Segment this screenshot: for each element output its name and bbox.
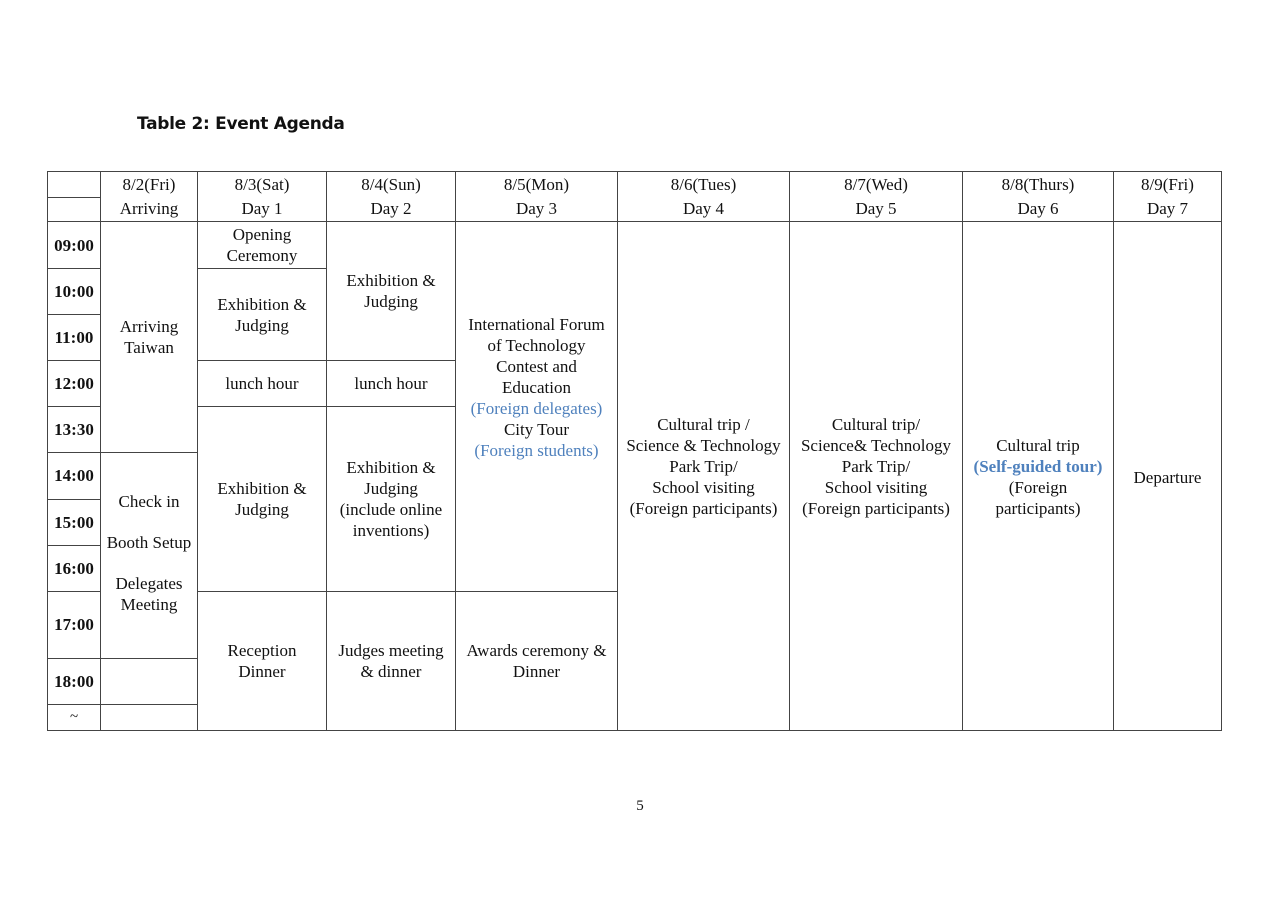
cell-text: Cultural trip xyxy=(996,436,1080,456)
agenda-cell xyxy=(101,453,198,658)
cell-text: Judging xyxy=(235,315,289,335)
time-label: 13:30 xyxy=(48,407,101,453)
self-guided-tour-note: (Self-guided tour) xyxy=(973,457,1103,477)
agenda-cell xyxy=(198,361,327,407)
agenda-cell xyxy=(198,591,327,730)
agenda-cell xyxy=(101,658,198,704)
header-cell xyxy=(963,172,1114,222)
cell-text: Meeting xyxy=(120,595,178,615)
foreign-delegates-note: (Foreign delegates) xyxy=(470,399,603,419)
header-day: Day 1 xyxy=(241,198,283,218)
time-label: 16:00 xyxy=(48,545,101,591)
cell-text: Science& Technology xyxy=(800,436,952,456)
header-cell xyxy=(790,172,963,222)
agenda-cell xyxy=(790,222,963,731)
agenda-cell xyxy=(618,222,790,731)
cell-text: Dinner xyxy=(512,661,561,681)
agenda-cell xyxy=(456,591,618,730)
cell-text: lunch hour xyxy=(225,374,299,394)
agenda-cell xyxy=(101,704,198,730)
header-day: Day 7 xyxy=(1146,198,1189,218)
cell-text: Exhibition & xyxy=(346,271,436,291)
header-day: Arriving xyxy=(119,198,179,218)
header-day: Day 6 xyxy=(1017,198,1059,218)
cell-text: Arriving xyxy=(119,317,179,337)
header-cell xyxy=(1114,172,1222,222)
page-number: 5 xyxy=(636,798,644,814)
header-cell xyxy=(327,172,456,222)
agenda-cell xyxy=(327,361,456,407)
header-row xyxy=(48,172,1222,198)
agenda-cell xyxy=(198,222,327,269)
time-label: 14:00 xyxy=(48,453,101,499)
agenda-cell xyxy=(327,222,456,361)
cell-text: participants) xyxy=(995,499,1081,519)
cell-text: Ceremony xyxy=(226,246,298,266)
table-caption: Table 2: Event Agenda xyxy=(137,114,345,134)
cell-text: Cultural trip / xyxy=(657,415,750,435)
cell-text: lunch hour xyxy=(354,374,428,394)
event-agenda-table xyxy=(47,171,1222,731)
cell-text: Education xyxy=(502,378,571,398)
cell-text: Exhibition & xyxy=(217,294,307,314)
cell-text: School visiting xyxy=(652,478,755,498)
cell-text: Booth Setup xyxy=(106,533,192,553)
header-date: 8/4(Sun) xyxy=(361,174,421,194)
time-label: 17:00 xyxy=(48,591,101,658)
cell-text: Delegates xyxy=(115,574,183,594)
cell-text: Reception xyxy=(227,640,297,660)
cell-text: inventions) xyxy=(352,521,430,541)
header-date: 8/7(Wed) xyxy=(844,174,908,194)
header-date: 8/5(Mon) xyxy=(503,174,570,194)
cell-text: Contest and xyxy=(496,357,577,377)
header-cell xyxy=(101,172,198,222)
cell-text: International Forum xyxy=(468,315,605,335)
agenda-cell xyxy=(198,269,327,361)
header-date: 8/9(Fri) xyxy=(1141,174,1194,194)
agenda-cell xyxy=(1114,222,1222,731)
cell-text: School visiting xyxy=(824,478,928,498)
time-label: 09:00 xyxy=(48,222,101,269)
header-day: Day 2 xyxy=(370,198,412,218)
agenda-cell xyxy=(198,407,327,591)
header-cell xyxy=(198,172,327,222)
cell-text: Cultural trip/ xyxy=(831,415,921,435)
cell-text: (include online xyxy=(339,500,443,520)
cell-text: Dinner xyxy=(238,661,286,681)
cell-text: Science & Technology xyxy=(626,436,781,456)
header-cell xyxy=(618,172,790,222)
time-label: 12:00 xyxy=(48,361,101,407)
cell-text: Park Trip/ xyxy=(669,457,738,477)
cell-text: Departure xyxy=(1133,468,1202,488)
cell-text: Check in xyxy=(118,492,180,512)
cell-text: (Foreign participants) xyxy=(802,499,950,519)
cell-text: Exhibition & xyxy=(346,458,436,478)
header-date: 8/3(Sat) xyxy=(234,174,290,194)
time-label: 10:00 xyxy=(48,269,101,315)
time-label: ~ xyxy=(48,704,101,730)
cell-text: Judges meeting xyxy=(338,640,444,660)
cell-text: Judging xyxy=(235,500,289,520)
cell-text: of Technology xyxy=(487,336,586,356)
header-day: Day 5 xyxy=(855,198,897,218)
cell-text: & dinner xyxy=(360,661,422,681)
agenda-cell xyxy=(456,222,618,592)
time-label: 15:00 xyxy=(48,499,101,545)
cell-text: Taiwan xyxy=(124,338,174,358)
cell-text: Exhibition & xyxy=(217,479,307,499)
header-date: 8/8(Thurs) xyxy=(1001,174,1075,194)
header-day: Day 3 xyxy=(515,198,558,218)
cell-text: City Tour xyxy=(503,420,570,440)
corner-cell xyxy=(48,172,101,198)
header-date: 8/2(Fri) xyxy=(122,174,176,194)
header-date: 8/6(Tues) xyxy=(670,174,737,194)
cell-text: Judging xyxy=(364,292,418,312)
time-row xyxy=(48,222,1222,269)
agenda-cell xyxy=(101,222,198,453)
agenda-cell xyxy=(327,591,456,730)
cell-text: Awards ceremony & xyxy=(466,640,607,660)
cell-text: (Foreign xyxy=(1008,478,1068,498)
header-cell xyxy=(456,172,618,222)
header-day: Day 4 xyxy=(682,198,725,218)
time-label: 11:00 xyxy=(48,315,101,361)
cell-text: Park Trip/ xyxy=(841,457,911,477)
corner-cell xyxy=(48,198,101,222)
time-label: 18:00 xyxy=(48,658,101,704)
agenda-cell xyxy=(963,222,1114,731)
cell-text: (Foreign participants) xyxy=(629,499,778,519)
cell-text: Judging xyxy=(364,479,418,499)
agenda-cell xyxy=(327,407,456,591)
foreign-students-note: (Foreign students) xyxy=(474,441,599,461)
cell-text: Opening xyxy=(232,225,292,245)
